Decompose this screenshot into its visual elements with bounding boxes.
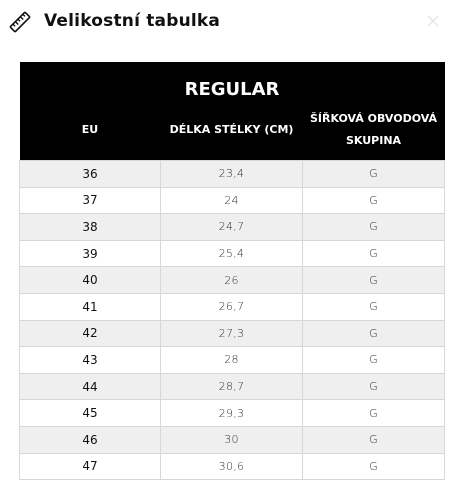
width-group-cell: G (303, 187, 445, 214)
column-header-eu: EU (20, 100, 161, 161)
width-group-cell: G (303, 267, 445, 294)
eu-size-cell: 42 (20, 320, 161, 347)
eu-size-cell: 37 (20, 187, 161, 214)
insole-length-cell: 25,4 (161, 240, 303, 267)
eu-size-cell: 38 (20, 214, 161, 241)
insole-length-cell: 24 (161, 187, 303, 214)
eu-size-cell: 44 (20, 373, 161, 400)
insole-length-cell: 27,3 (161, 320, 303, 347)
column-header-insole-length: DÉLKA STÉLKY (CM) (161, 100, 303, 161)
table-row (20, 373, 445, 400)
insole-length-cell: 28 (161, 347, 303, 374)
width-group-cell: G (303, 214, 445, 241)
eu-size-cell: 36 (20, 161, 161, 188)
eu-size-cell: 41 (20, 293, 161, 320)
insole-length-cell: 30 (161, 426, 303, 453)
eu-size-cell: 46 (20, 426, 161, 453)
insole-length-cell: 29,3 (161, 400, 303, 427)
table-row (20, 161, 445, 188)
size-chart-title: Velikostní tabulka (44, 11, 221, 31)
column-header-width-group: ŠÍŘKOVÁ OBVODOVÁ SKUPINA (303, 100, 445, 161)
table-header-row (20, 100, 445, 161)
insole-length-cell: 23,4 (161, 161, 303, 188)
size-chart-header (0, 0, 459, 44)
table-row (20, 400, 445, 427)
eu-size-cell: 39 (20, 240, 161, 267)
eu-size-cell: 43 (20, 347, 161, 374)
width-group-cell: G (303, 240, 445, 267)
table-row (20, 453, 445, 480)
table-row (20, 347, 445, 374)
eu-size-cell: 45 (20, 400, 161, 427)
insole-length-cell: 30,6 (161, 453, 303, 480)
table-title-row (20, 62, 445, 100)
eu-size-cell: 40 (20, 267, 161, 294)
table-row (20, 293, 445, 320)
eu-size-cell: 47 (20, 453, 161, 480)
table-row (20, 426, 445, 453)
insole-length-cell: 26,7 (161, 293, 303, 320)
width-group-cell: G (303, 400, 445, 427)
size-table (19, 62, 445, 480)
insole-length-cell: 24,7 (161, 214, 303, 241)
table-row (20, 240, 445, 267)
width-group-cell: G (303, 347, 445, 374)
width-group-cell: G (303, 453, 445, 480)
width-group-cell: G (303, 293, 445, 320)
table-row (20, 320, 445, 347)
width-group-cell: G (303, 373, 445, 400)
table-row (20, 214, 445, 241)
table-row (20, 187, 445, 214)
width-group-cell: G (303, 320, 445, 347)
width-group-cell: G (303, 161, 445, 188)
close-icon[interactable] (424, 12, 442, 30)
table-row (20, 267, 445, 294)
width-group-cell: G (303, 426, 445, 453)
insole-length-cell: 28,7 (161, 373, 303, 400)
ruler-icon (8, 10, 32, 34)
table-title: REGULAR (20, 62, 445, 100)
insole-length-cell: 26 (161, 267, 303, 294)
